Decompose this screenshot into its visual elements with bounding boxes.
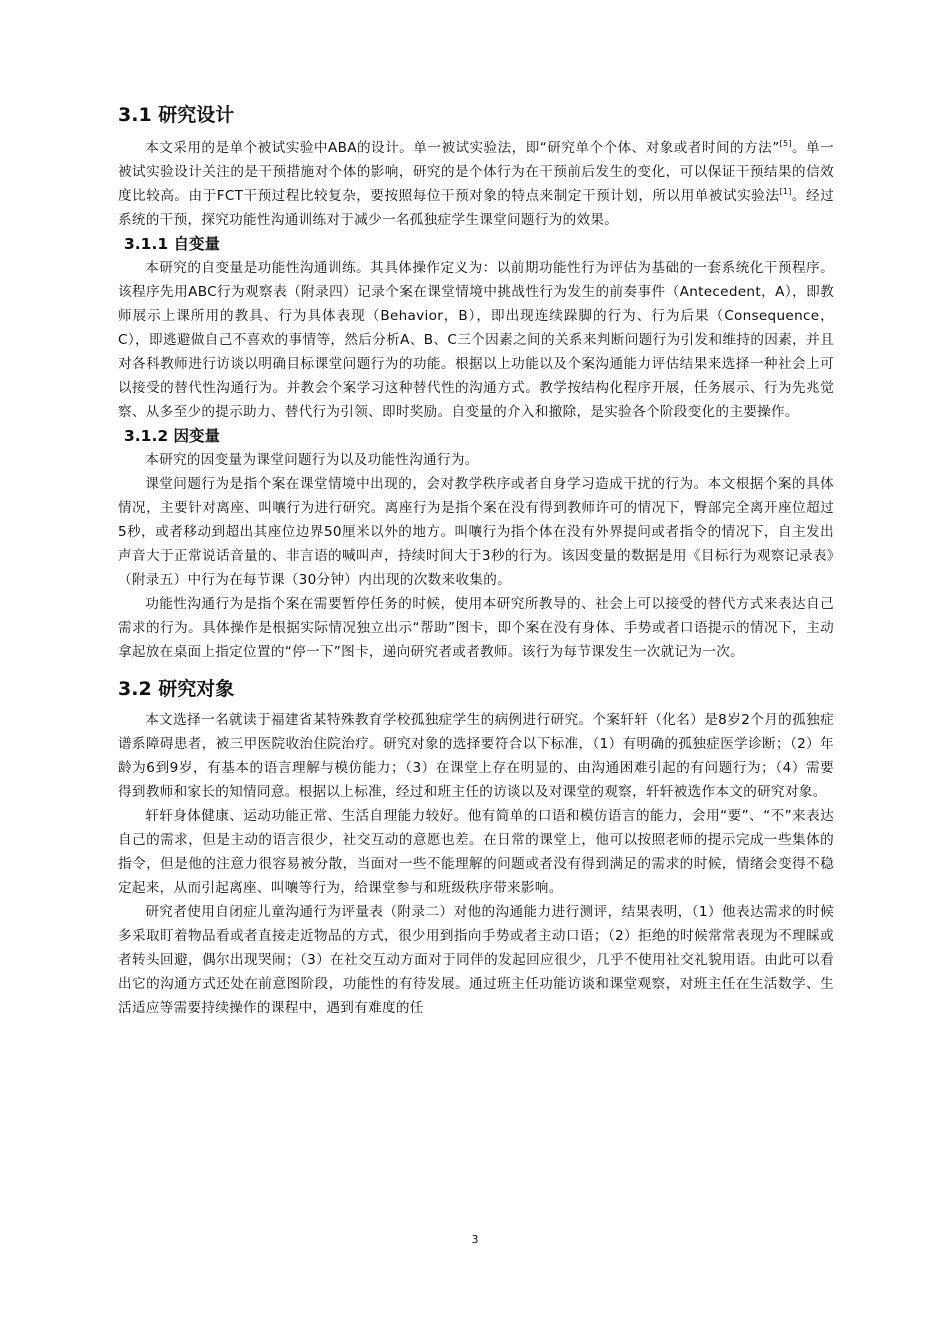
citation: [1] xyxy=(779,187,792,196)
paragraph xyxy=(118,136,834,232)
section-heading-3-1-1: 3.1.1 自变量 xyxy=(124,235,221,253)
page-body xyxy=(118,100,834,1020)
paragraph-text: 。经过系统的干预，探究功能性沟通训练对于减少一名孤独症学生课堂问题行为的效果。 xyxy=(118,188,835,228)
paragraph: 功能性沟通行为是指个案在需要暂停任务的时候，使用本研究所教导的、社会上可以接受的替代方式来表达自己需求的行为。具体操作是根据实际情况独立出示“帮助”图卡，即个案在没有身体、手势或者口语提示的情况下，主动拿起放在桌面上指定位置的“停一下”图卡，递向研究者或者教师。该行为每节课发生一次就记为一次。 xyxy=(118,596,834,660)
paragraph: 本研究的自变量是功能性沟通训练。其具体操作定义为：以前期功能性行为评估为基础的一套系统化干预程序。该程序先用ABC行为观察表（附录四）记录个案在课堂情境中挑战性行为发生的前奏事件（Antecedent，A），即教师展示上课所用的教具、行为具体表现（Behavior，B），即出现连续跺脚的行为、行为后果（Consequence，C），即逃避做自己不喜欢的事情等，然后分析A、B、C三个因素之间的关系来判断问题行为引发和维持的因素，并且对各科教师进行访谈以明确目标课堂问题行为的功能。根据以上功能以及个案沟通能力评估结果来选择一种社会上可以接受的替代性沟通行为。并教会个案学习这种替代性的沟通方式。教学按结构化程序开展，任务展示、行为先兆觉察、从多至少的提示助力、替代行为引领、即时奖励。自变量的介入和撤除，是实验各个阶段变化的主要操作。 xyxy=(118,260,834,420)
section-heading-3-1-2: 3.1.2 因变量 xyxy=(124,427,221,445)
paragraph: 本文选择一名就读于福建省某特殊教育学校孤独症学生的病例进行研究。个案轩轩（化名）是8岁2个月的孤独症谱系障碍患者，被三甲医院收治住院治疗。研究对象的选择要符合以下标准，（1）有明确的孤独症医学诊断；（2）年龄为6到9岁，有基本的语言理解与模仿能力；（3）在课堂上存在明显的、由沟通困难引起的有问题行为；（4）需要得到教师和家长的知情同意。根据以上标准，经过和班主任的访谈以及对课堂的观察，轩轩被选作本文的研究对象。 xyxy=(118,712,834,800)
page-number: 3 xyxy=(471,1233,479,1246)
paragraph: 课堂问题行为是指个案在课堂情境中出现的，会对教学秩序或者自身学习造成干扰的行为。本文根据个案的具体情况，主要针对离座、叫嚷行为进行研究。离座行为是指个案在没有得到教师许可的情况下，臀部完全离开座位超过5秒，或者移动到超出其座位边界50厘米以外的地方。叫嚷行为指个体在没有外界提问或者指令的情况下，自主发出声音大于正常说话音量的、非言语的喊叫声，持续时间大于3秒的行为。该因变量的数据是用《目标行为观察记录表》（附录五）中行为在每节课（30分钟）内出现的次数来收集的。 xyxy=(118,476,834,588)
section-heading-3-2: 3.2 研究对象 xyxy=(118,678,235,700)
paragraph-text: 本文采用的是单个被试实验中ABA的设计。单一被试实验法，即“研究单个个体、对象或者时间的方法” xyxy=(145,140,780,156)
paragraph: 研究者使用自闭症儿童沟通行为评量表（附录二）对他的沟通能力进行测评，结果表明，（1）他表达需求的时候多采取盯着物品看或者直接走近物品的方式，很少用到指向手势或者主动口语；（2）拒绝的时候常常表现为不理睬或者转头回避，偶尔出现哭闹；（3）在社交互动方面对于同伴的发起回应很少，几乎不使用社交礼貌用语。由此可以看出它的沟通方式还处在前意图阶段，功能性的有待发展。通过班主任功能访谈和课堂观察，对班主任在生活数学、生活适应等需要持续操作的课程中，遇到有难度的任 xyxy=(118,904,834,1016)
paragraph: 本研究的因变量为课堂问题行为以及功能性沟通行为。 xyxy=(145,452,479,468)
paragraph: 轩轩身体健康、运动功能正常、生活自理能力较好。他有简单的口语和模仿语言的能力，会用“要”、“不”来表达自己的需求，但是主动的语言很少，社交互动的意愿也差。在日常的课堂上，他可以按照老师的提示完成一些集体的指令，但是他的注意力很容易被分散，当面对一些不能理解的问题或者没有得到满足的需求的时候，情绪会变得不稳定起来，从而引起离座、叫嚷等行为，给课堂参与和班级秩序带来影响。 xyxy=(118,808,834,896)
section-heading-3-1: 3.1 研究设计 xyxy=(118,104,235,126)
citation: [5] xyxy=(779,139,792,148)
paragraph-text: 。单一被试实验设计关注的是干预措施对个体的影响，研究的是个体行为在干预前后发生的变化，可以保证干预结果的信效度比较高。由于FCT干预过程比较复杂，要按照每位干预对象的特点来制定干预计划，所以用单被试实验法 xyxy=(118,140,834,204)
